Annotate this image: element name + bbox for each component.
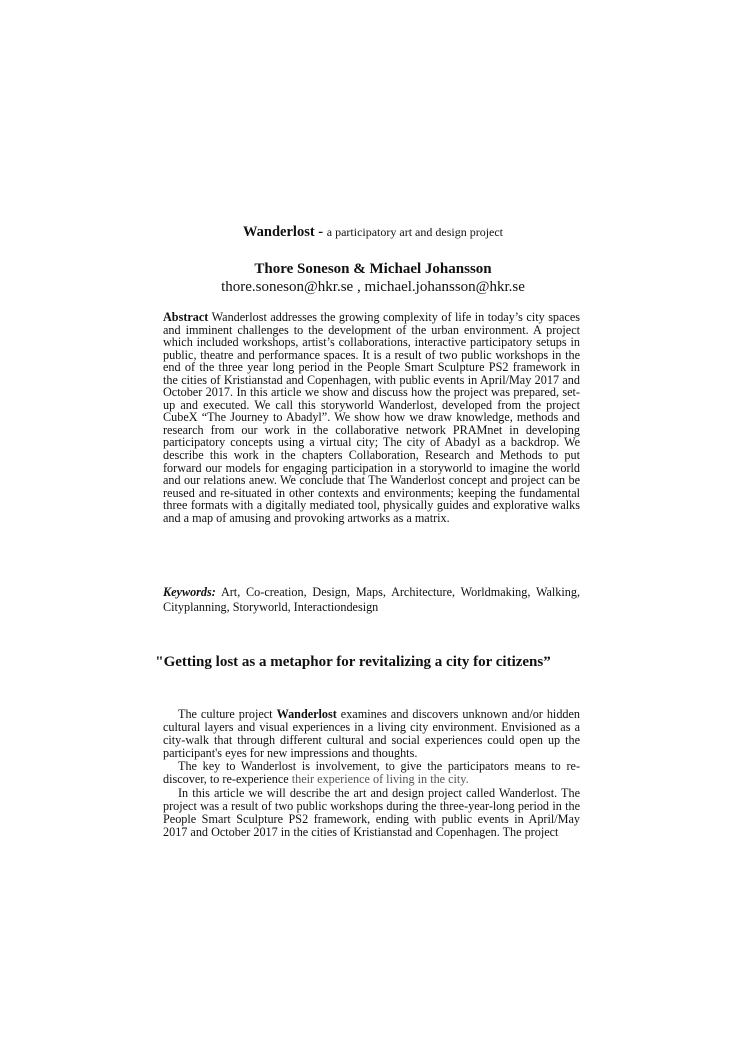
paragraph-1-bold: Wanderlost [276, 707, 337, 721]
keywords [163, 585, 580, 615]
keywords-label: Keywords: [163, 585, 216, 599]
paragraph-2-start: The key to Wanderlost is involvement, to give the participators means to re-discover, to re-experience [163, 759, 580, 787]
section-heading-text: "Getting lost as a metaphor for revitalizing a city for citizens” [155, 654, 551, 670]
paragraph-3: In this article we will describe the art and design project called Wanderlost. The project was a result of two public workshops during the three-year-long period in the People Smart Sculpture PS2 framework, ending with public events in April/May 2017 and October 2017 in the cities of Kristianstad and Copenhagen. The project [163, 785, 580, 839]
abstract-label: Abstract [163, 310, 209, 324]
abstract [163, 311, 580, 524]
paragraph-1-rest: examines and discovers unknown and/or hidden cultural layers and visual experiences in a living city environment. Envisioned as a city-walk that through different cultural and social experiences could open up the participant's eyes for new impressions and thoughts. [163, 707, 581, 761]
author-names: Thore Soneson & Michael Johansson [254, 261, 492, 277]
paragraph-1 [163, 708, 580, 760]
title-main: Wanderlost - [242, 224, 327, 240]
keywords-text: Art, Co-creation, Design, Maps, Architecture, Worldmaking, Walking, Cityplanning, Storyworld, Interactiondesign [163, 585, 580, 614]
author-emails: thore.soneson@hkr.se , michael.johansson@hkr.se [221, 279, 525, 295]
paragraph-1-start: The culture project [178, 707, 277, 721]
abstract-text: Wanderlost addresses the growing complexity of life in today’s city spaces and imminent challenges to the development of the urban environment. A project which included workshops, artist’s collaborations, interactive participatory setups in public, theatre and performance spaces. It is a result of two public workshops in the end of the three year long period in the People Smart Sculpture PS2 framework in the cities of Kristianstad and Copenhagen, with public events in April/May 2017 and October 2017. In this article we show and discuss how the project was prepared, set-up and executed. We call this storyworld Wanderlost, developed from the project CubeX “The Journey to Abadyl”. We show how we draw knowledge, methods and research from our work in the collaborative network PRAMnet in developing participatory concepts using a virtual city; The city of Abadyl as a backdrop. We describe this work in the chapters Collaboration, Research and Methods to put forward our models for engaging participation in a storyworld to imagine the world and our relations anew. We conclude that The Wanderlost concept and project can be reused and re-situated in other contexts and environments; keeping the fundamental three formats with a digitally mediated tool, physically guides and explorative walks and a map of amusing and provoking artworks as a matrix. [163, 310, 580, 525]
paragraph-2-grey: their experience of living in the city. [291, 772, 469, 787]
paragraph-2 [163, 760, 580, 786]
title-subtitle: a participatory art and design project [326, 225, 504, 239]
paper-title [0, 223, 746, 241]
body-text [163, 708, 580, 839]
section-heading [0, 653, 746, 671]
